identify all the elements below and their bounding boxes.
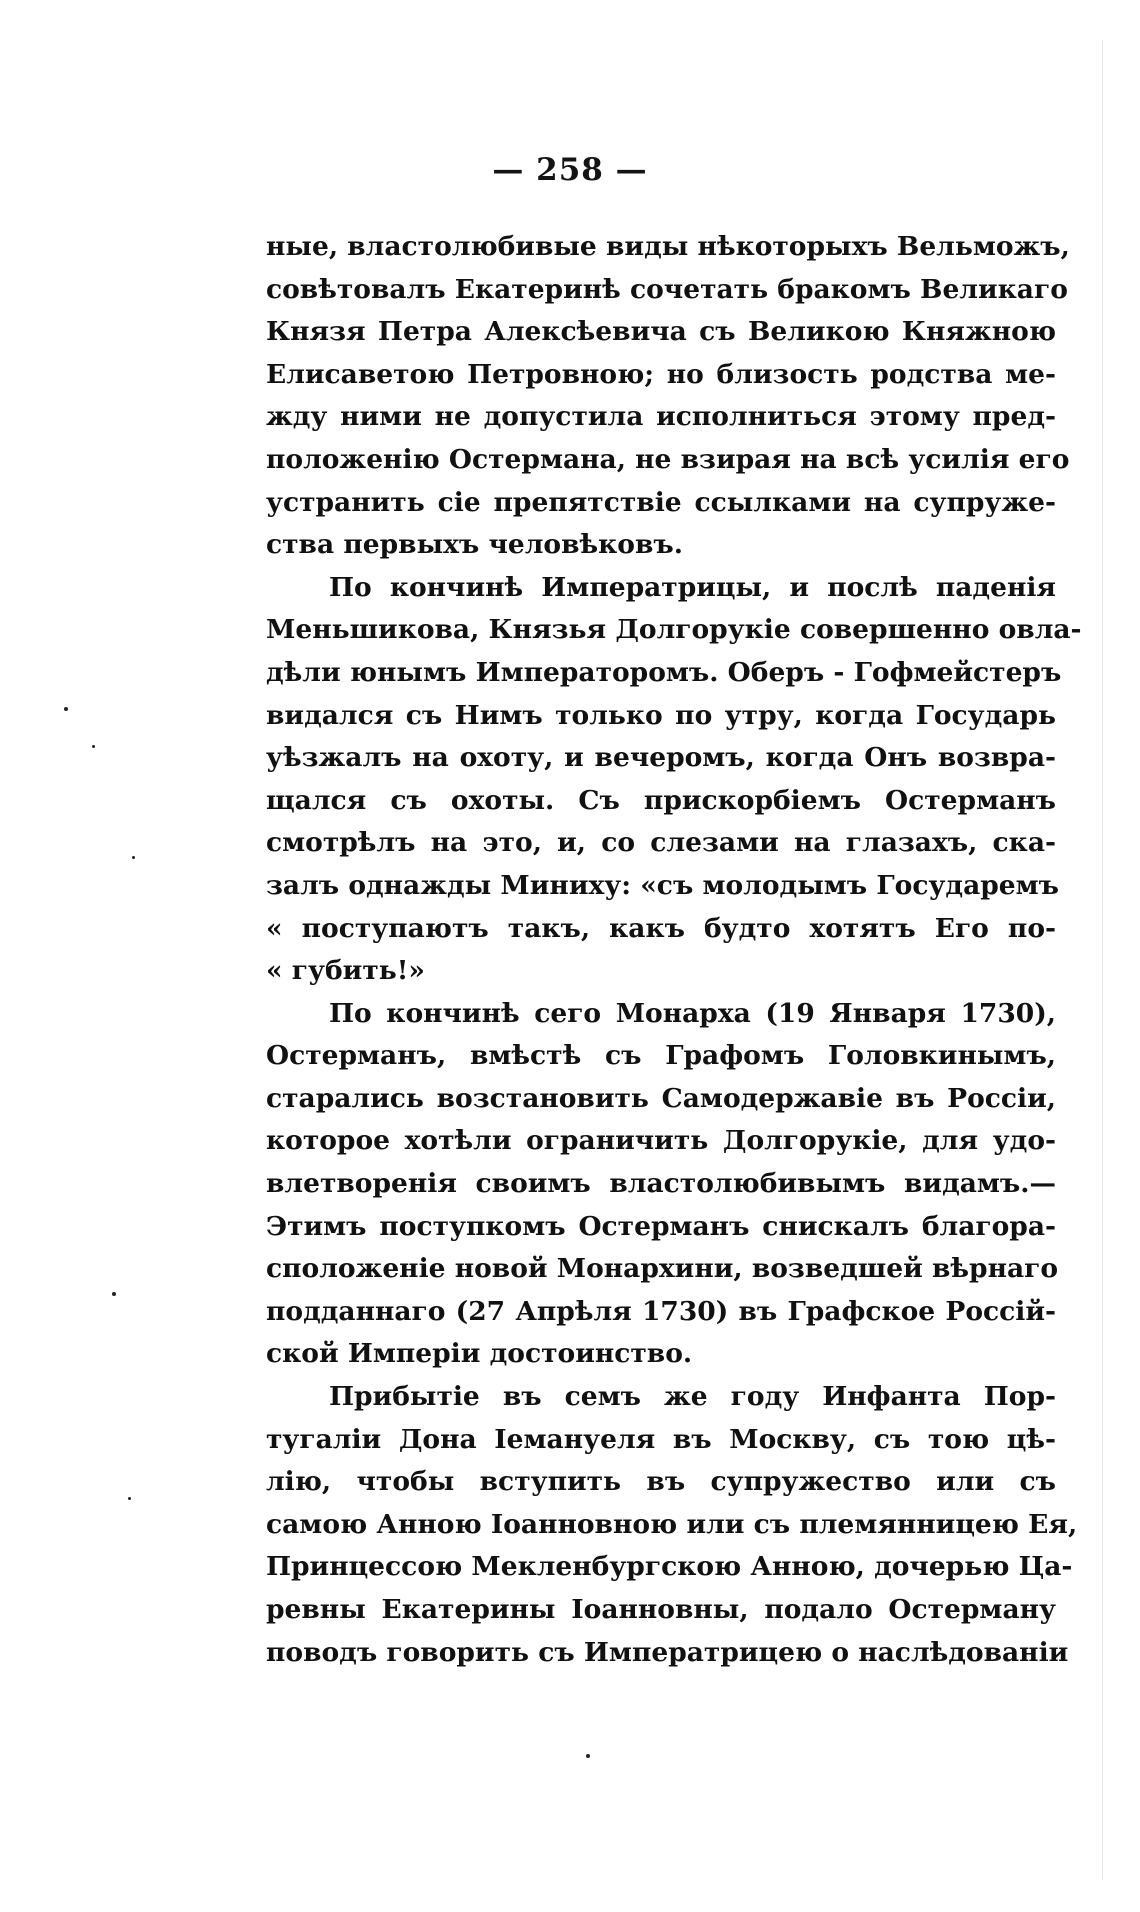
- text-line: устранить сіе препятствіе ссылками на супруже-: [266, 486, 1056, 518]
- text-line: Меньшикова, Князья Долгорукіе совершенно овла-: [266, 614, 1082, 646]
- text-line: Этимъ поступкомъ Остерманъ снискалъ благора-: [266, 1210, 1056, 1242]
- text-line: дѣли юнымъ Императоромъ. Оберъ - Гофмейстеръ: [266, 656, 1062, 688]
- text-line: сположеніе новой Монархини, возведшей вѣрнаго: [266, 1253, 1059, 1285]
- text-line: Елисаветою Петровною; но близость родства ме-: [266, 358, 1056, 390]
- text-line: видался съ Нимъ только по утру, когда Государь: [266, 699, 1056, 731]
- text-line: « поступаютъ такъ, какъ будто хотятъ Его по-: [266, 912, 1056, 944]
- scan-speck: [132, 856, 135, 859]
- text-line: старались возстановить Самодержавіе въ Россіи,: [266, 1082, 1056, 1114]
- text-line: смотрѣлъ на это, и, со слезами на глазахъ, ска-: [266, 827, 1056, 859]
- text-line: ства первыхъ человѣковъ.: [266, 529, 683, 561]
- text-line: Прибытіе въ семъ же году Инфанта Пор-: [329, 1381, 1056, 1413]
- text-line: тугаліи Дона Іемануеля въ Москву, съ тою цѣ-: [266, 1423, 1056, 1455]
- text-line: которое хотѣли ограничить Долгорукіе, для удо-: [266, 1125, 1056, 1157]
- text-line: влетворенія своимъ властолюбивымъ видамъ.—: [266, 1168, 1056, 1200]
- text-line: ской Имперіи достоинство.: [266, 1338, 693, 1370]
- text-line: совѣтовалъ Екатеринѣ сочетать бракомъ Великаго: [266, 273, 1068, 305]
- page-edge-line: [1102, 40, 1103, 1880]
- scan-speck: [586, 1754, 590, 1758]
- text-line: самою Анною Іоанновною или съ племянницею Ея,: [266, 1508, 1078, 1540]
- text-line: По кончинѣ Императрицы, и послѣ паденія: [329, 571, 1056, 603]
- text-line: уѣзжалъ на охоту, и вечеромъ, когда Онъ возвра-: [266, 742, 1056, 774]
- scan-speck: [128, 1497, 131, 1500]
- scan-speck: [92, 745, 95, 748]
- text-line: Остерманъ, вмѣстѣ съ Графомъ Головкинымъ,: [266, 1040, 1056, 1072]
- body-text: [266, 226, 1082, 1674]
- text-line: Принцессою Мекленбургскою Анною, дочерью Ца-: [266, 1551, 1073, 1583]
- page-number: — 258 —: [492, 152, 648, 188]
- text-line: подданнаго (27 Апрѣля 1730) въ Графское Россій-: [266, 1295, 1056, 1327]
- scan-speck: [112, 1292, 116, 1296]
- text-line: Князя Петра Алексѣевича съ Великою Княжною: [266, 316, 1056, 348]
- text-line: положенію Остермана, не взирая на всѣ усилія его: [266, 443, 1070, 475]
- text-line: щался съ охоты. Съ прискорбіемъ Остерманъ: [266, 784, 1056, 816]
- text-line: « губить!»: [266, 955, 425, 987]
- text-line: лію, чтобы вступить въ супружество или съ: [266, 1466, 1056, 1498]
- text-line: ные, властолюбивые виды нѣкоторыхъ Вельможъ,: [266, 231, 1070, 262]
- text-line: залъ однажды Миниху: «съ молодымъ Государемъ: [266, 869, 1059, 901]
- text-line: По кончинѣ сего Монарха (19 Января 1730),: [329, 997, 1056, 1029]
- text-line: ревны Екатерины Іоанновны, подало Остерману: [266, 1594, 1056, 1625]
- text-line: поводъ говорить съ Императрицею о наслѣдованіи: [266, 1636, 1069, 1668]
- text-line: жду ними не допустила исполниться этому пред-: [266, 401, 1056, 433]
- scan-speck: [64, 707, 68, 711]
